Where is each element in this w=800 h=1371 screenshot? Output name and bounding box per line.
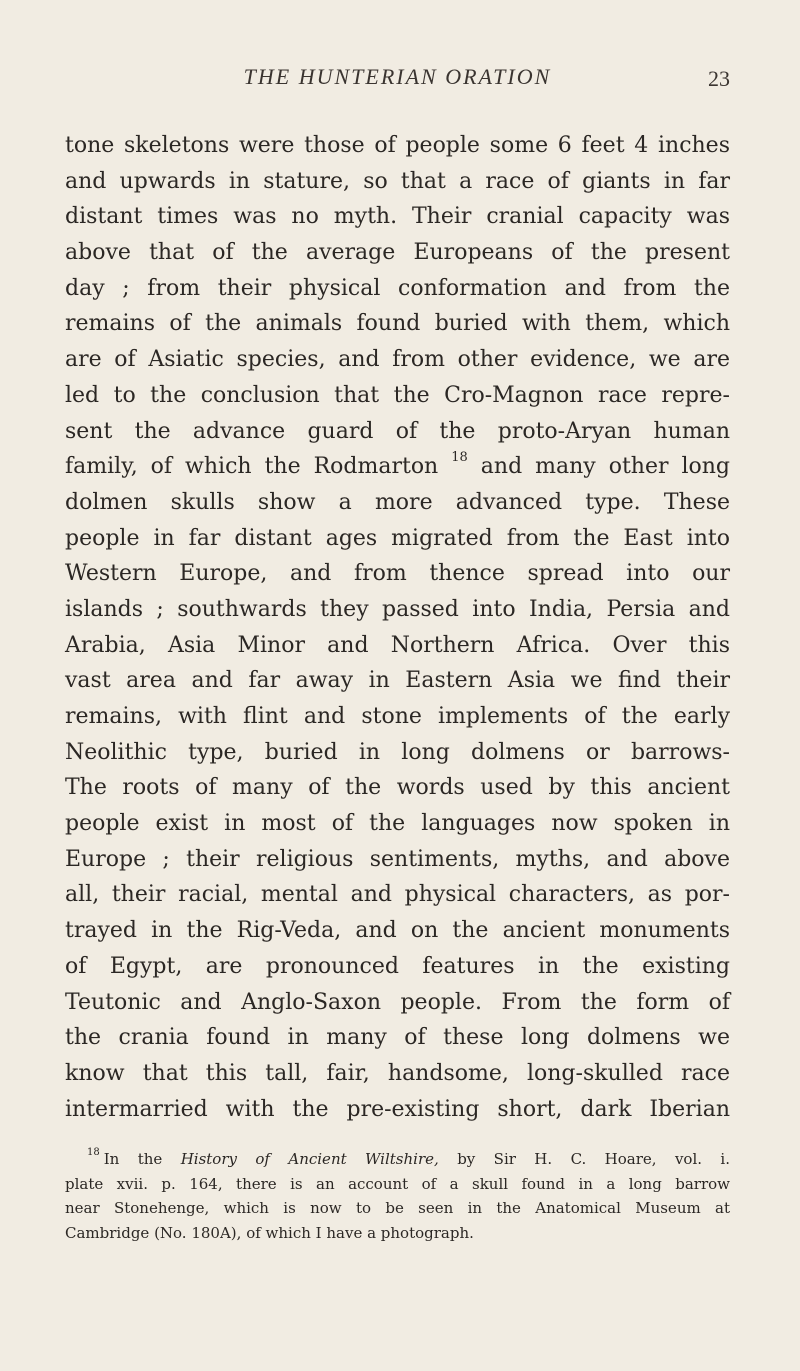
body-line-18: Neolithic type, buried in long dolmens or barrows- <box>65 739 730 765</box>
footnote-line-1 <box>65 1147 730 1172</box>
body-line-25: Teutonic and Anglo-Saxon people. From the form of <box>65 989 730 1015</box>
footnote-author: by Sir H. C. Hoare, vol. i. <box>457 1150 730 1168</box>
body-line-10-suffix: and many other long <box>480 454 731 480</box>
body-line-20: people exist in most of the languages now spoken in <box>65 811 730 837</box>
running-head: THE HUNTERIAN ORATION <box>243 64 552 89</box>
body-line-15: Arabia, Asia Minor and Northern Africa. Over this <box>65 632 730 658</box>
body-line-24: of Egypt, are pronounced features in the existing <box>65 953 730 979</box>
footnote-line-2: plate xvii. p. 164, there is an account of a skull found in a long barrow <box>65 1174 730 1193</box>
body-line-21: Europe ; their religious sentiments, myths, and above <box>65 846 730 872</box>
footnote-line-4: Cambridge (No. 180A), of which I have a photograph. <box>65 1223 474 1242</box>
body-line-10 <box>65 449 730 485</box>
body-text <box>65 128 730 1127</box>
body-line-16: vast area and far away in Eastern Asia we find their <box>65 668 730 694</box>
page-header <box>65 64 730 104</box>
body-line-22: all, their racial, mental and physical characters, as por- <box>65 882 730 908</box>
body-line-3: distant times was no myth. Their cranial capacity was <box>65 204 730 230</box>
body-line-5: day ; from their physical conformation and from the <box>65 275 730 301</box>
body-line-28: intermarried with the pre-existing short, dark Iberian <box>65 1096 730 1122</box>
body-line-10-prefix: family, of which the Rodmarton <box>65 454 439 480</box>
body-line-17: remains, with flint and stone implements of the early <box>65 704 730 729</box>
body-line-27: know that this tall, fair, handsome, long-skulled race <box>65 1060 730 1086</box>
body-line-11: dolmen skulls show a more advanced type. These <box>65 489 730 515</box>
page-number: 23 <box>708 66 730 91</box>
body-line-4: above that of the average Europeans of the present <box>65 240 730 266</box>
body-line-6: remains of the animals found buried with them, which <box>65 311 730 337</box>
body-line-9: sent the advance guard of the proto-Aryan human <box>65 418 730 444</box>
body-line-14: islands ; southwards they passed into India, Persia and <box>65 596 730 622</box>
body-line-1: tone skeletons were those of people some 6 feet 4 inches <box>65 133 730 158</box>
body-line-13: Western Europe, and from thence spread into our <box>65 561 730 587</box>
body-line-2: and upwards in stature, so that a race of giants in far <box>65 168 730 194</box>
body-line-12: people in far distant ages migrated from the East into <box>65 525 730 551</box>
body-line-7: are of Asiatic species, and from other evidence, we are <box>65 347 730 373</box>
body-line-23: trayed in the Rig-Veda, and on the ancient monuments <box>65 918 730 944</box>
footnote-reference: 18 <box>451 450 468 466</box>
body-line-19: The roots of many of the words used by this ancient <box>65 775 730 801</box>
body-line-26: the crania found in many of these long dolmens we <box>65 1025 730 1051</box>
footnote-line-3: near Stonehenge, which is now to be seen in the Anatomical Museum at <box>65 1199 730 1217</box>
footnote-marker: 18 <box>87 1147 100 1158</box>
footnote-prefix: In the <box>103 1150 163 1168</box>
footnote-book-title: History of Ancient Wiltshire, <box>180 1150 439 1168</box>
footnote <box>65 1147 730 1245</box>
body-line-8: led to the conclusion that the Cro-Magnon race repre- <box>65 382 730 408</box>
